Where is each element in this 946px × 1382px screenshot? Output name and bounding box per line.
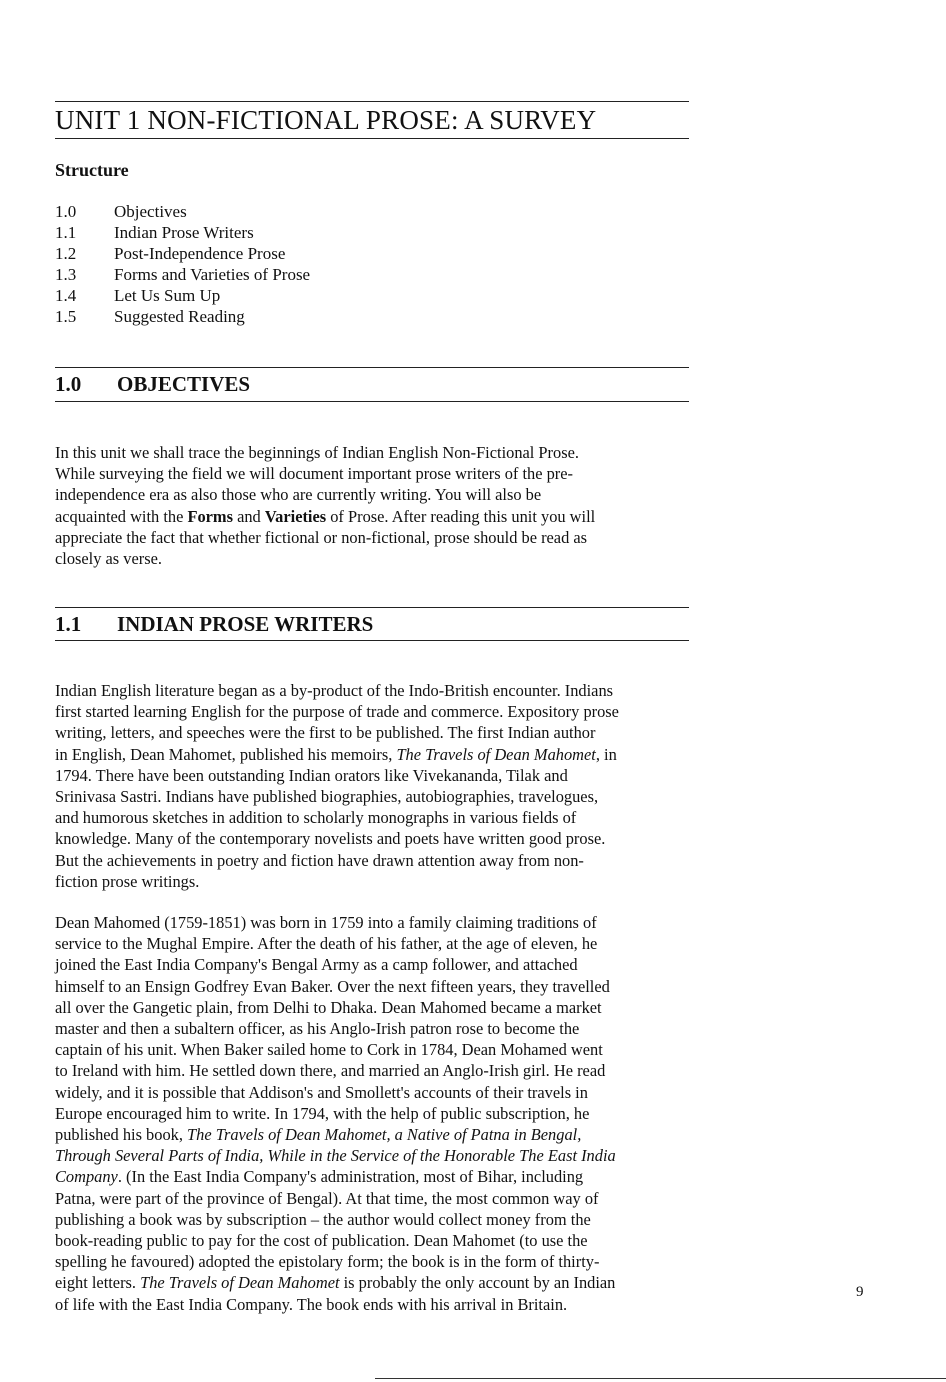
book-full-title-end: Company [55,1167,118,1187]
title-top-rule [55,101,689,102]
forms-term: Forms [187,506,233,526]
indian-prose-heading [55,612,373,637]
book-title: The Travels of Dean Mahomet [396,744,596,764]
title-bottom-rule [55,138,689,139]
indian-prose-number: 1.1 [55,612,82,636]
book-full-title-cont: Through Several Parts of India, While in the Service of the Honorable The East India [55,1146,616,1166]
toc-item: 1.1 Indian Prose Writers [55,223,254,242]
indian-prose-title: INDIAN PROSE WRITERS [117,612,374,636]
indian-prose-paragraph-1: Indian English literature began as a by-product of the Indo-British encounter. Indians first started learning English for the purpose of trade and commerce. Expository prose writing, letters, and speeches were the first to be published. The first Indian author in English, Dean Mahomet, published his memoirs, The Travels of Dean Mahomet, in 1794. There have been outstanding Indian orators like Vivekananda, Tilak and Srinivasa Sastri. Indians have published biographies, autobiographies, travelogues, and humorous sketches in addition to scholarly monographs in various fields of knowledge. Many of the contemporary novelists and poets have written good prose. But the achievements in poetry and fiction have drawn attention away from non- fiction prose writings. [55,681,619,891]
toc-item: 1.5 Suggested Reading [55,307,245,326]
indian-prose-bottom-rule [55,640,689,641]
varieties-term: Varieties [264,506,327,526]
objectives-top-rule [55,367,689,368]
book-title: The Travels of Dean Mahomet [140,1273,340,1293]
objectives-title: OBJECTIVES [117,372,251,396]
toc-item: 1.3 Forms and Varieties of Prose [55,265,311,284]
indian-prose-paragraph-2: Dean Mahomed (1759-1851) was born in 1759 into a family claiming traditions of service to the Mughal Empire. After the death of his father, at the age of eleven, he joined the East India Company's Bengal Army as a camp follower, and attached himself to an Ensign Godfrey Evan Baker. Over the next fifteen years, they travelled all over the Gangetic plain, from Delhi to Dhaka. Dean Mahomed became a market master and then a subaltern officer, as his Anglo-Irish patron rose to become the captain of his unit. When Baker sailed home to Cork in 1784, Dean Mohamed went to Ireland with him. He settled down there, and married an Anglo-Irish girl. He read widely, and it is possible that Addison's and Smollett's accounts of their travels in Europe encouraged him to write. In 1794, with the help of public subscription, he published his book, The Travels of Dean Mahomet, a Native of Patna in Bengal, Through Several Parts of India, While in the Service of the Honorable The East India Company. (In the East India Company's administration, most of Bihar, including Patna, were part of the province of Bengal). At that time, the most common way of publishing a book was by subscription – the author would collect money from the book-reading public to pay for the cost of publication. Dean Mahomet (to use the spelling he favoured) adopted the epistolary form; the book is in the form of thirty- eight letters. The Travels of Dean Mahomet is probably the only account by an Indian of life with the East India Company. The book ends with his arrival in Britain. [55,913,616,1314]
objectives-heading [55,372,250,397]
page-number: 9 [856,1284,864,1300]
footer-rule [375,1378,946,1379]
structure-heading: Structure [55,160,129,180]
objectives-bottom-rule [55,401,689,402]
unit-title: UNIT 1 NON-FICTIONAL PROSE: A SURVEY [55,105,597,135]
toc-item: 1.2 Post-Independence Prose [55,244,286,263]
objectives-number: 1.0 [55,372,82,396]
structure-list [55,201,310,327]
toc-item: 1.4 Let Us Sum Up [55,286,221,305]
toc-item: 1.0 Objectives [55,202,187,221]
objectives-paragraph: In this unit we shall trace the beginnings of Indian English Non-Fictional Prose. While surveying the field we will document important prose writers of the pre- independence era as also those who are currently writing. You will also be acquainted with the Forms and Varieties of Prose. After reading this unit you will appreciate the fact that whether fictional or non-fictional, prose should be read as closely as verse. [55,443,596,569]
indian-prose-top-rule [55,607,689,608]
book-full-title: The Travels of Dean Mahomet, a Native of Patna in Bengal, [187,1125,582,1145]
